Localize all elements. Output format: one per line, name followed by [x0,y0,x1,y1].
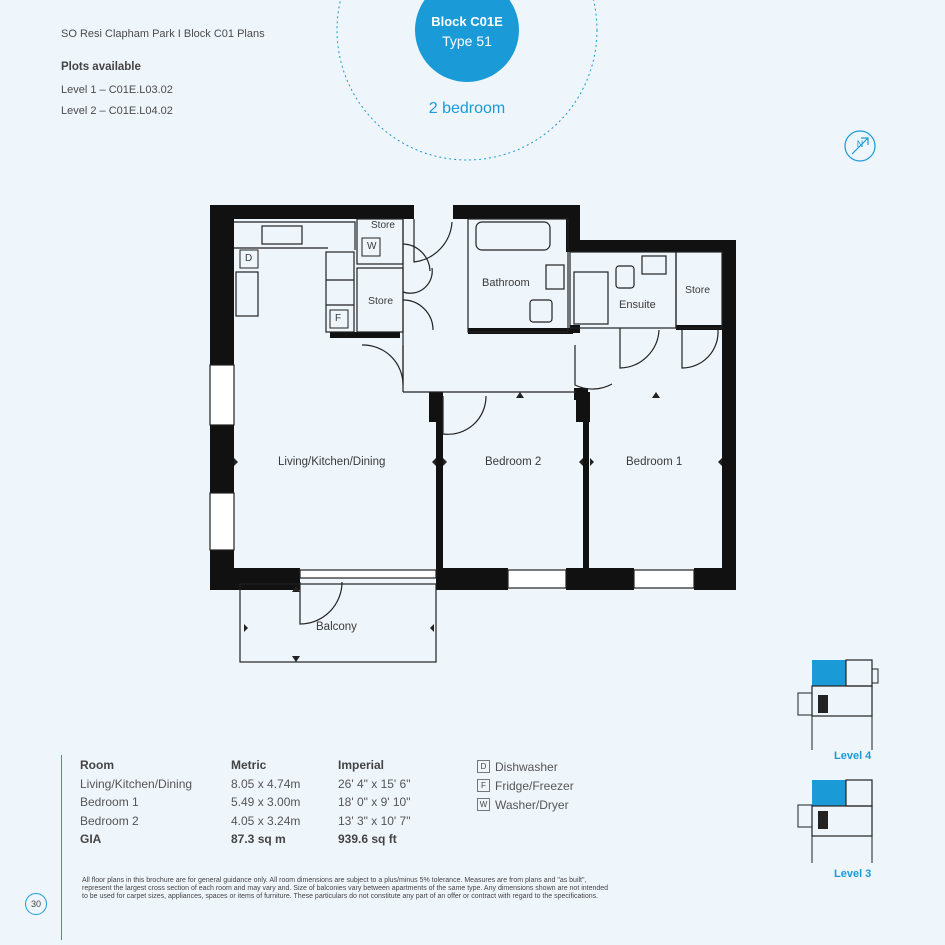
table-row [80,812,410,831]
cell-gia-imperial: 939.6 sq ft [338,832,397,846]
fridge-marker: F [335,313,342,324]
disclaimer-line: All floor plans in this brochure are for general guidance only. All room dimensions are subject to a plus/minus 5% tolerance. Measures are from plans and "as built", [82,877,587,884]
table-row [80,793,410,812]
type-label: Type 51 [442,33,492,49]
cell-imperial: 26' 4" x 15' 6" [338,776,411,791]
cell-room: Bedroom 1 [80,795,139,809]
legend-label: Dishwasher [495,759,558,774]
room-living-kitchen-dining: Living/Kitchen/Dining [278,456,386,468]
legend-item [477,776,574,795]
room-bedroom-1: Bedroom 1 [626,456,683,468]
room-balcony: Balcony [316,621,357,633]
internal-lines [210,219,722,662]
room-store-top: Store [371,220,395,231]
level-key-plans [790,655,890,885]
header-metric: Metric [231,758,267,772]
cell-imperial: 18' 0" x 9' 10" [338,795,411,809]
disclaimer [82,877,722,902]
cell-gia: GIA [80,832,102,846]
washer-dryer-marker: W [367,241,377,252]
header-room: Room [80,758,114,772]
legend-item [477,757,574,776]
document-title: SO Resi Clapham Park I Block C01 Plans [61,28,265,40]
level-4-label: Level 4 [834,750,872,762]
header-imperial: Imperial [338,758,385,772]
appliance-legend [477,757,574,814]
bedrooms-label: 2 bedroom [428,100,506,117]
cell-metric: 8.05 x 4.74m [231,776,301,791]
cell-gia-metric: 87.3 sq m [231,832,286,846]
level-4-plan [798,660,878,750]
page-number: 30 [25,893,47,915]
room-bathroom: Bathroom [482,277,530,289]
legend-key: F [477,779,490,792]
block-label: Block C01E [431,14,503,29]
dimension-markers [234,392,722,662]
plot-level-2: Level 2 – C01E.L04.02 [61,105,173,117]
cell-metric: 4.05 x 3.24m [231,813,301,828]
room-bedroom-2: Bedroom 2 [485,456,542,468]
room-ensuite: Ensuite [619,299,656,311]
legend-label: Fridge/Freezer [495,778,574,793]
dishwasher-marker: D [245,253,253,264]
room-schedule [80,756,410,849]
legend-label: Washer/Dryer [495,797,569,812]
plot-level-1: Level 1 – C01E.L03.02 [61,84,173,96]
room-store-left: Store [368,295,394,307]
level-3-plan [798,780,872,863]
disclaimer-line: represent the largest cross section of each room and may vary and. Size of balconies vary between apartments of the same type. Any dimensions shown are not intended [82,885,609,893]
disclaimer-line: to be used for carpet sizes, appliances, spaces or items of furniture. These particulars do not constitute any part of an offer or contract with regard to the specifications. [82,893,599,901]
room-store-right: Store [685,284,711,296]
legend-key: W [477,798,490,811]
accent-line [61,755,62,940]
cell-room: Bedroom 2 [80,813,139,828]
cell-metric: 5.49 x 3.00m [231,795,301,809]
cell-room: Living/Kitchen/Dining [80,776,193,791]
cell-imperial: 13' 3" x 10' 7" [338,813,411,828]
legend-key: D [477,760,490,773]
table-row [80,775,410,794]
table-header [80,756,410,775]
compass-label: N [856,139,864,149]
legend-item [477,795,574,814]
appliances [240,238,380,328]
table-total-row [80,830,410,849]
level-3-label: Level 3 [834,868,872,880]
plots-available-title: Plots available [61,61,141,73]
